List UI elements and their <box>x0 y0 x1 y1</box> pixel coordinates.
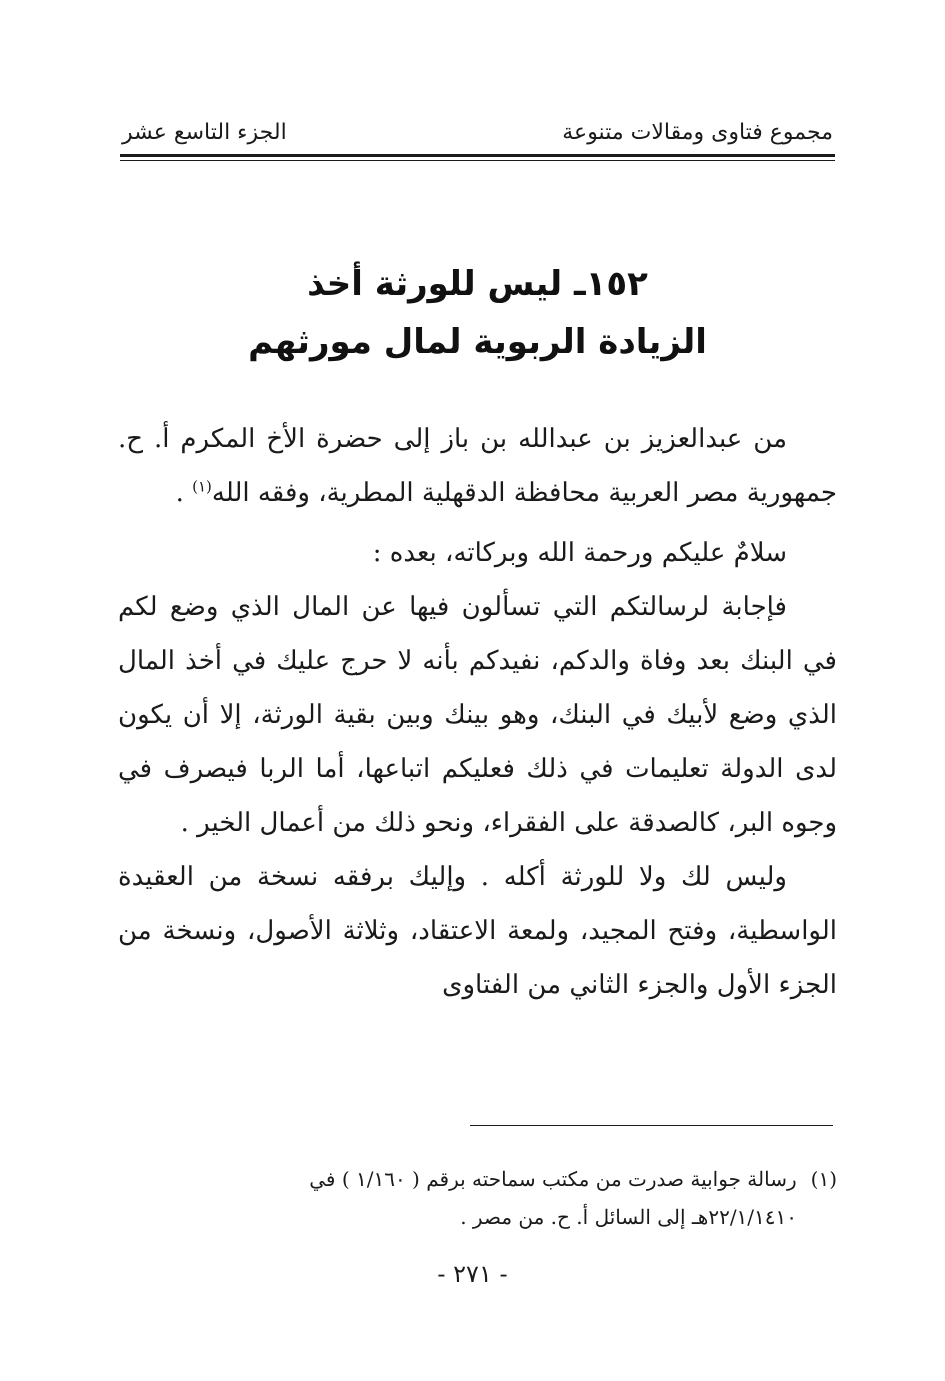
footnote-line-1 <box>118 1160 837 1198</box>
header-rule-thick <box>120 154 835 157</box>
footnote-line-2: ٢٢/١/١٤١٠هـ إلى السائل أ. ح. من مصر . <box>460 1205 797 1229</box>
footnote-rule <box>470 1125 833 1126</box>
paragraph-answer: فإجابة لرسالتكم التي تسألون فيها عن المال الذي وضع لكم في البنك بعد وفاة والدكم، نفيدكم بأنه لا حرج عليك في أخذ المال الذي وضع لأبيك في البنك، وهو بينك وبين بقية الورثة، إلا أن يكون لدى الدولة تعليمات في ذلك فعليكم اتباعها، أما الربا فيصرف في وجوه البر، كالصدقة على الفقراء، ونحو ذلك من أعمال الخير . <box>118 592 837 838</box>
book-title: مجموع فتاوى ومقالات متنوعة <box>562 120 833 145</box>
footnote-text-1: رسالة جوابية صدرت من مكتب سماحته برقم ( ١/١٦٠ ) في <box>309 1167 797 1191</box>
salutation-text: من عبدالعزيز بن عبدالله بن باز إلى حضرة الأخ المكرم أ. ح. جمهورية مصر العربية محافظة الدقهلية المطرية، وفقه الله <box>118 424 837 508</box>
footnote <box>118 1160 837 1236</box>
footnote-marker: (١) <box>810 1167 837 1191</box>
title-line-2: الزيادة الربوية لمال مورثهم <box>248 322 707 362</box>
paragraph-greeting: سلامٌ عليكم ورحمة الله وبركاته، بعده : <box>372 538 787 568</box>
article-body <box>118 412 837 1012</box>
title-line-1: ١٥٢ـ ليس للورثة أخذ <box>307 264 648 304</box>
volume-label: الجزء التاسع عشر <box>122 120 287 145</box>
paragraph-attachments: وليس لك ولا للورثة أكله . وإليك برفقه نسخة من العقيدة الواسطية، وفتح المجيد، ولمعة الاعتقاد، وثلاثة الأصول، ونسخة من الجزء الأول والجزء الثاني من الفتاوى <box>118 862 837 1000</box>
paragraph-salutation <box>118 412 837 520</box>
running-header <box>122 120 833 145</box>
salutation-end: . <box>175 478 193 508</box>
page-number: - ٢٧١ - <box>437 1260 508 1288</box>
header-rule-thin <box>120 160 835 161</box>
article-title <box>120 255 835 371</box>
footnote-ref: (١) <box>192 477 212 496</box>
